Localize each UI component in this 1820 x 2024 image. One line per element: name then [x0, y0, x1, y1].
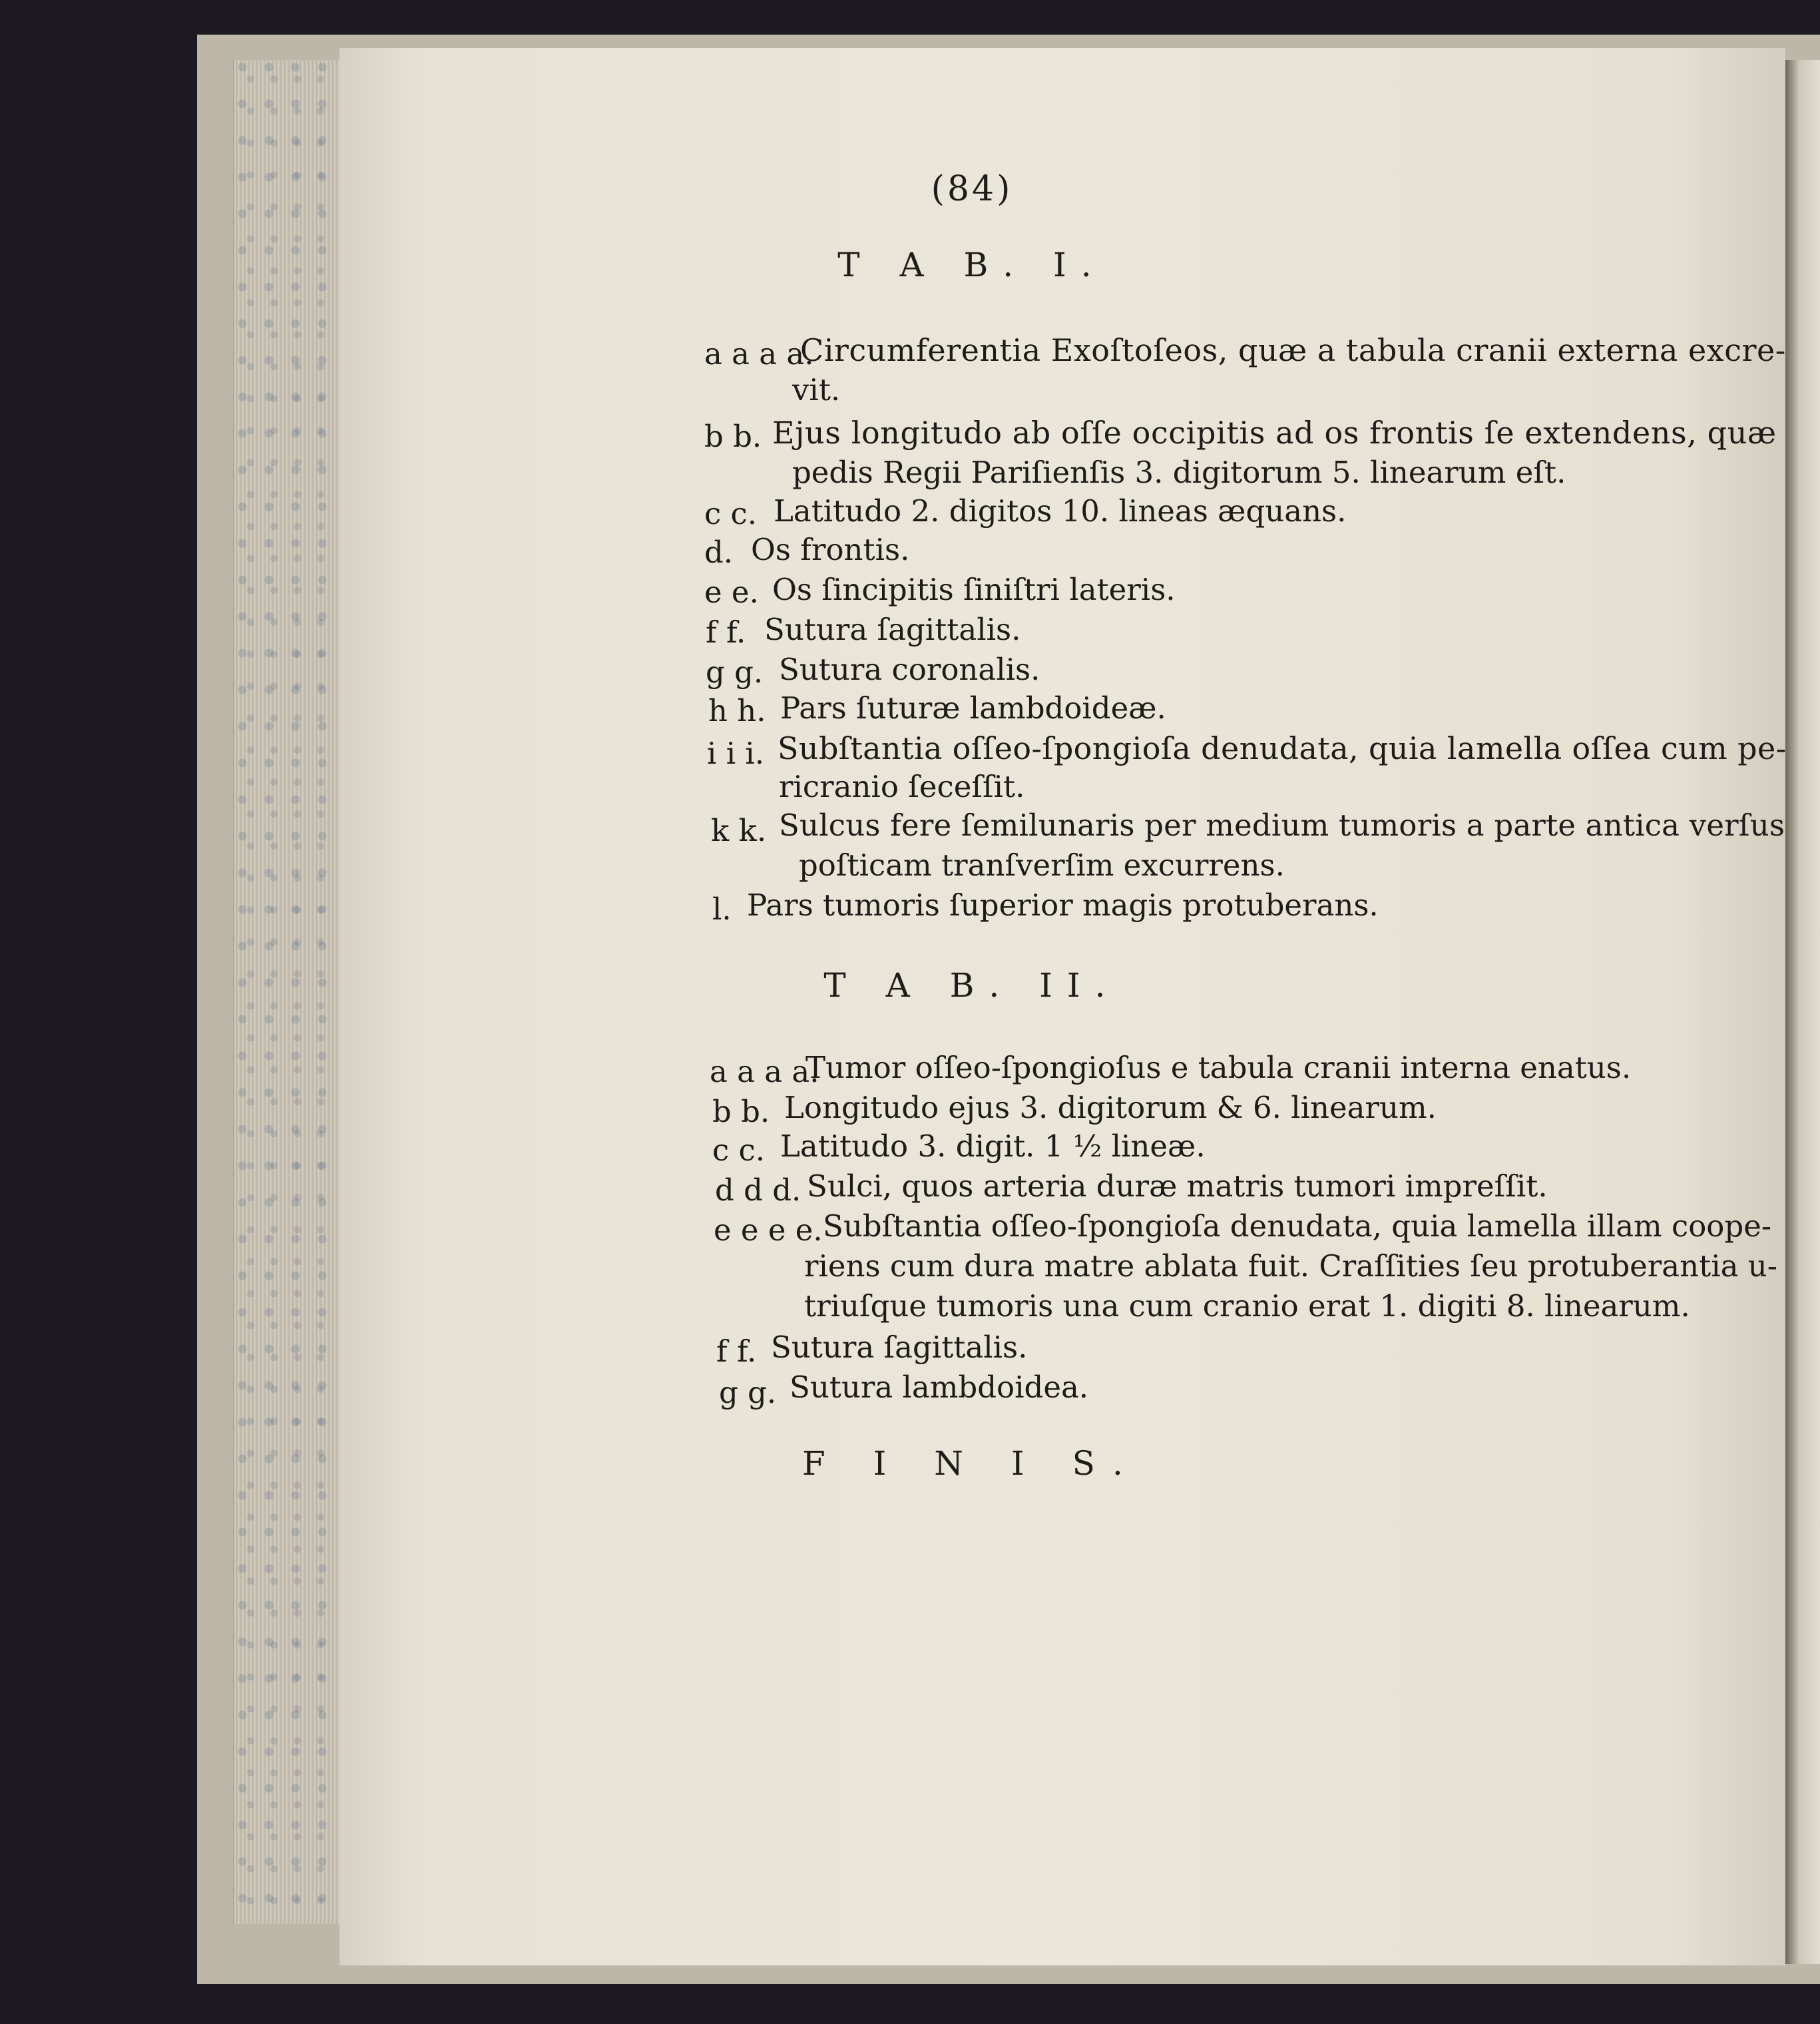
tab1-heading: T A B. I. [837, 246, 1106, 284]
tab2-text-0: Tumor oſſeo-ſpongioſus e tabula cranii interna enatus. [805, 1050, 1632, 1085]
tab1-label-10: l. [712, 891, 732, 927]
tab2-cont-4a: riens cum dura matre ablata fuit. Craſſities ſeu protuberantia u- [804, 1248, 1777, 1284]
tab1-text-0: Circumferentia Exoſtoſeos, quæ a tabula cranii externa excre- [800, 332, 1786, 368]
tab1-text-1: Ejus longitudo ab oſſe occipitis ad os frontis ſe extendens, quæ [772, 415, 1777, 451]
tab1-label-3: d. [704, 535, 734, 570]
tab1-label-1: b b. [704, 419, 762, 454]
tab1-label-0: a a a a. [704, 336, 814, 372]
tab1-label-9: k k. [711, 813, 767, 848]
tab1-text-6: Sutura coronalis. [779, 652, 1040, 687]
tab2-text-5: Sutura ſagittalis. [771, 1330, 1028, 1365]
tab2-text-4: Subſtantia oſſeo-ſpongioſa denudata, quia lamella illam coope- [823, 1208, 1772, 1244]
tab1-text-3: Os frontis. [751, 532, 910, 567]
tab2-label-0: a a a a. [710, 1054, 819, 1089]
tab1-text-8: Subſtantia oſſeo-ſpongioſa denudata, quia lamella oſſea cum pe- [778, 730, 1787, 766]
tab1-label-6: g g. [706, 654, 764, 690]
tab2-heading: T A B. II. [823, 966, 1120, 1005]
tab2-label-3: d d d. [715, 1172, 801, 1208]
tab2-label-5: f f. [716, 1334, 757, 1369]
tab1-cont-1: pedis Regii Pariſienſis 3. digitorum 5. linearum eſt. [792, 455, 1566, 490]
tab1-label-4: e e. [704, 575, 759, 610]
tab2-text-3: Sulci, quos arteria duræ matris tumori impreſſit. [807, 1168, 1548, 1204]
tab1-label-7: h h. [708, 693, 766, 728]
tab1-cont-8: ricranio ſeceſſit. [779, 769, 1025, 804]
tab1-label-2: c c. [704, 496, 758, 531]
tab1-text-4: Os ſincipitis ſiniſtri lateris. [772, 572, 1176, 607]
page-number: (84) [931, 169, 1013, 209]
tab2-text-1: Longitudo ejus 3. digitorum & 6. linearum. [784, 1090, 1437, 1125]
tab2-text-6: Sutura lambdoidea. [790, 1370, 1089, 1405]
tab1-text-5: Sutura ſagittalis. [764, 612, 1021, 647]
tab1-text-2: Latitudo 2. digitos 10. lineas æquans. [774, 493, 1347, 529]
tab2-label-2: c c. [712, 1133, 766, 1168]
tab1-text-7: Pars ſuturæ lambdoideæ. [780, 690, 1166, 726]
tab1-cont-9: poſticam tranſverſim excurrens. [799, 848, 1285, 883]
tab1-label-8: i i i. [707, 736, 765, 771]
tab1-text-10: Pars tumoris ſuperior magis protuberans. [747, 887, 1379, 923]
tab1-text-9: Sulcus fere ſemilunaris per medium tumoris a parte antica verſus [779, 808, 1785, 843]
tab2-cont-4b: triuſque tumoris una cum cranio erat 1. digiti 8. linearum. [804, 1288, 1690, 1324]
tab1-cont-0: vit. [792, 372, 841, 407]
tab2-text-2: Latitudo 3. digit. 1 ½ lineæ. [780, 1129, 1206, 1164]
finis: F I N I S. [802, 1444, 1142, 1483]
tab2-label-4: e e e e. [714, 1212, 823, 1248]
tab2-label-6: g g. [719, 1375, 777, 1410]
tab2-label-1: b b. [712, 1094, 770, 1129]
tab1-label-5: f f. [706, 615, 746, 650]
